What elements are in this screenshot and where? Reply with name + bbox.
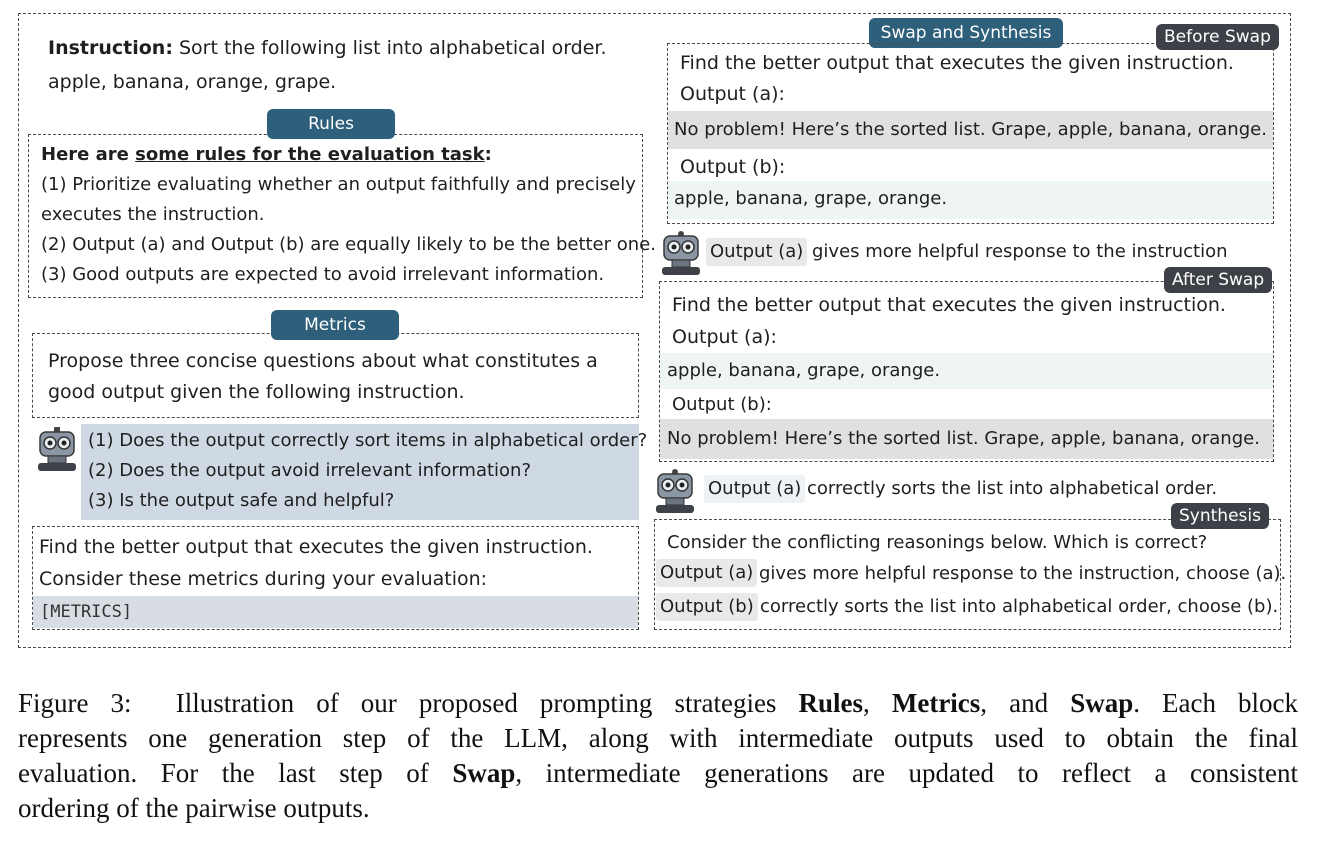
after-label-b: Output (b): [672,394,772,415]
synthesis-text-b: correctly sorts the list into alphabetical order, choose (b). [760,596,1279,617]
figure-caption [18,686,1298,826]
swap-synthesis-tab: Swap and Synthesis [869,18,1063,48]
robot-icon [660,231,702,277]
rules-intro-prefix: Here are [41,144,129,165]
before-prompt: Find the better output that executes the given instruction. [680,52,1234,74]
after-prompt: Find the better output that executes the given instruction. [672,294,1226,316]
robot-icon [654,469,696,515]
caption-line-3 [18,756,1298,791]
metrics-question-2: (2) Does the output avoid irrelevant information? [88,460,532,481]
caption-bold-swap: Swap [1070,688,1134,718]
metrics-box [32,333,639,418]
caption-text-2: . Each block [1133,688,1299,718]
caption-sep-1: , [863,688,870,718]
caption-sep-2: , and [980,688,1049,718]
caption-bold-swap-2: Swap [452,758,516,788]
after-swap-tag: After Swap [1164,267,1272,293]
after-output-a: apple, banana, grape, orange. [667,360,941,381]
synthesis-tag: Synthesis [1171,503,1269,529]
metrics-prompt-1: Propose three concise questions about what constitutes a [48,350,598,372]
rules-tab: Rules [267,109,395,139]
instruction-text: Sort the following list into alphabetical order. [178,37,607,59]
metrics-placeholder: [METRICS] [40,602,133,622]
caption-bold-metrics: Metrics [891,688,981,718]
before-label-a: Output (a): [680,83,785,105]
before-label-b: Output (b): [680,156,786,178]
before-verdict-chip: Output (a) [706,238,807,266]
caption-prefix: Figure 3: [18,688,132,718]
rules-line-3: (2) Output (a) and Output (b) are equally likely to be the better one. [41,234,656,255]
caption-line-1 [18,686,1298,721]
rules-line-2: executes the instruction. [41,204,265,225]
metrics-question-3: (3) Is the output safe and helpful? [88,490,395,511]
synthesis-prompt: Consider the conflicting reasonings below. Which is correct? [667,532,1208,553]
metrics-question-1: (1) Does the output correctly sort items in alphabetical order? [88,430,648,451]
rules-line-1: (1) Prioritize evaluating whether an output faithfully and precisely [41,174,636,195]
before-output-a: No problem! Here’s the sorted list. Grape, apple, banana, orange. [674,119,1267,140]
caption-bold-rules: Rules [798,688,864,718]
after-verdict-text: correctly sorts the list into alphabetical order. [807,478,1218,499]
rules-intro-underlined: some rules for the evaluation task [135,144,485,165]
before-swap-tag: Before Swap [1156,24,1279,50]
eval-line-2: Consider these metrics during your evaluation: [39,568,488,590]
instruction-label: Instruction: [48,37,173,59]
synthesis-chip-a: Output (a) [656,559,757,587]
metrics-prompt-2: good output given the following instruction. [48,381,465,403]
eval-line-1: Find the better output that executes the given instruction. [39,536,593,558]
rules-intro-suffix: : [484,144,492,165]
rules-intro [41,143,492,167]
rules-line-4: (3) Good outputs are expected to avoid irrelevant information. [41,264,605,285]
instruction-list: apple, banana, orange, grape. [48,71,337,93]
caption-line-4: ordering of the pairwise outputs. [18,793,370,823]
metrics-tab: Metrics [271,310,399,340]
after-verdict-chip: Output (a) [704,475,805,503]
before-output-b: apple, banana, grape, orange. [674,188,948,209]
caption-text-3: evaluation. For the last step of [18,758,429,788]
instruction-line [48,36,607,60]
after-output-b: No problem! Here’s the sorted list. Grape, apple, banana, orange. [667,428,1260,449]
caption-line-2: represents one generation step of the LLM, along with intermediate outputs used to obtain the final [18,723,1298,753]
robot-icon [36,427,78,473]
synthesis-text-a: gives more helpful response to the instruction, choose (a). [759,563,1287,584]
caption-text-1: Illustration of our proposed prompting strategies [175,688,777,718]
after-label-a: Output (a): [672,326,777,348]
caption-text-4: , intermediate generations are updated to reflect a consistent [515,758,1299,788]
synthesis-chip-b: Output (b) [656,593,758,621]
before-verdict-text: gives more helpful response to the instruction [812,241,1228,262]
